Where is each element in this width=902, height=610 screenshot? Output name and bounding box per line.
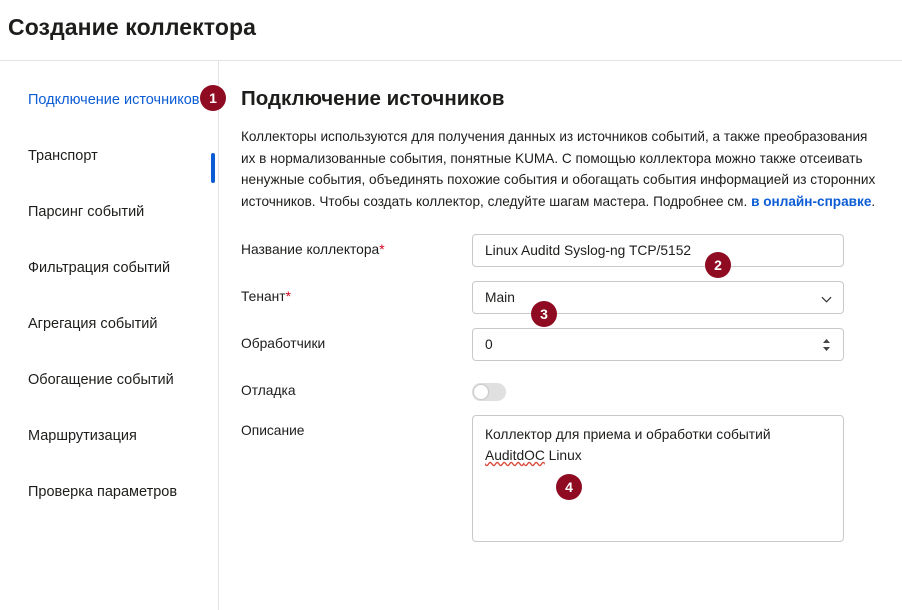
tenant-required-mark: * [285,289,291,304]
collector-name-input[interactable] [472,234,844,267]
description-textarea[interactable] [472,415,844,542]
debug-toggle-knob [474,385,488,399]
steps-list [0,90,218,538]
description-text-part2: . [871,193,876,209]
wizard-content [219,61,902,610]
description-text-d: Linux [544,448,582,463]
sidebar-item-parameters-check[interactable]: Проверка параметров [28,484,178,500]
collector-name-required-mark: * [379,242,385,257]
callout-badge-1: 1 [200,85,226,111]
description-text-part1: Коллекторы используются для получения данных из источников событий, а также преобразования их в нормализованные события, понятные KUMA. С помощью коллектора можно также отсеивать ненужные события, объединять похожие события и обогащать события информацией из сторонних источников. Чтобы создать коллектор, следуйте шагам мастера. Подробнее см. [241,129,876,209]
callout-badge-3: 3 [531,301,557,327]
tenant-row [241,281,902,314]
tenant-label-text: Тенант [241,289,286,304]
handlers-row [241,328,902,361]
description-text-c: ОС [524,448,545,463]
debug-toggle[interactable] [472,383,506,401]
sidebar-item-event-parsing[interactable]: Парсинг событий [28,204,145,220]
description-text-a: Коллектор для приема и обработки событий [485,427,775,442]
stepper-arrows-icon[interactable] [822,338,831,352]
collector-name-label [241,234,472,257]
collector-name-field-wrap [472,234,844,267]
debug-row [241,375,902,401]
tenant-select[interactable] [472,281,844,314]
tenant-field-wrap [472,281,844,314]
callout-badge-4: 4 [556,474,582,500]
description-label: Описание [241,423,305,438]
callout-badge-2: 2 [705,252,731,278]
page-title: Создание коллектора [8,14,257,40]
tenant-selected-value: Main [485,290,515,305]
active-step-marker [211,153,215,183]
debug-label: Отладка [241,383,296,398]
sidebar-item-routing[interactable]: Маршрутизация [28,428,137,444]
wizard-body [0,61,902,610]
chevron-down-icon [821,292,832,303]
sidebar-item-source-connection[interactable]: Подключение источников [28,92,200,108]
handlers-value: 0 [485,337,493,352]
sidebar-item-transport[interactable]: Транспорт [28,148,98,164]
handlers-field-wrap [472,328,844,361]
collector-name-row [241,234,902,267]
online-help-link[interactable]: в онлайн-справке [751,193,872,209]
collector-name-label-text: Название коллектора [241,242,380,257]
handlers-label: Обработчики [241,336,326,351]
wizard-steps-sidebar [0,61,219,610]
description-text-b: Auditd [485,448,525,463]
handlers-stepper[interactable] [472,328,844,361]
tenant-label [241,281,472,304]
sidebar-item-event-filtering[interactable]: Фильтрация событий [28,260,171,276]
sidebar-item-event-aggregation[interactable]: Агрегация событий [28,316,158,332]
debug-field-wrap [472,375,844,401]
description-field-wrap [472,415,844,542]
section-description [241,126,881,212]
sidebar-item-event-enrichment[interactable]: Обогащение событий [28,372,174,388]
section-title: Подключение источников [241,87,505,110]
